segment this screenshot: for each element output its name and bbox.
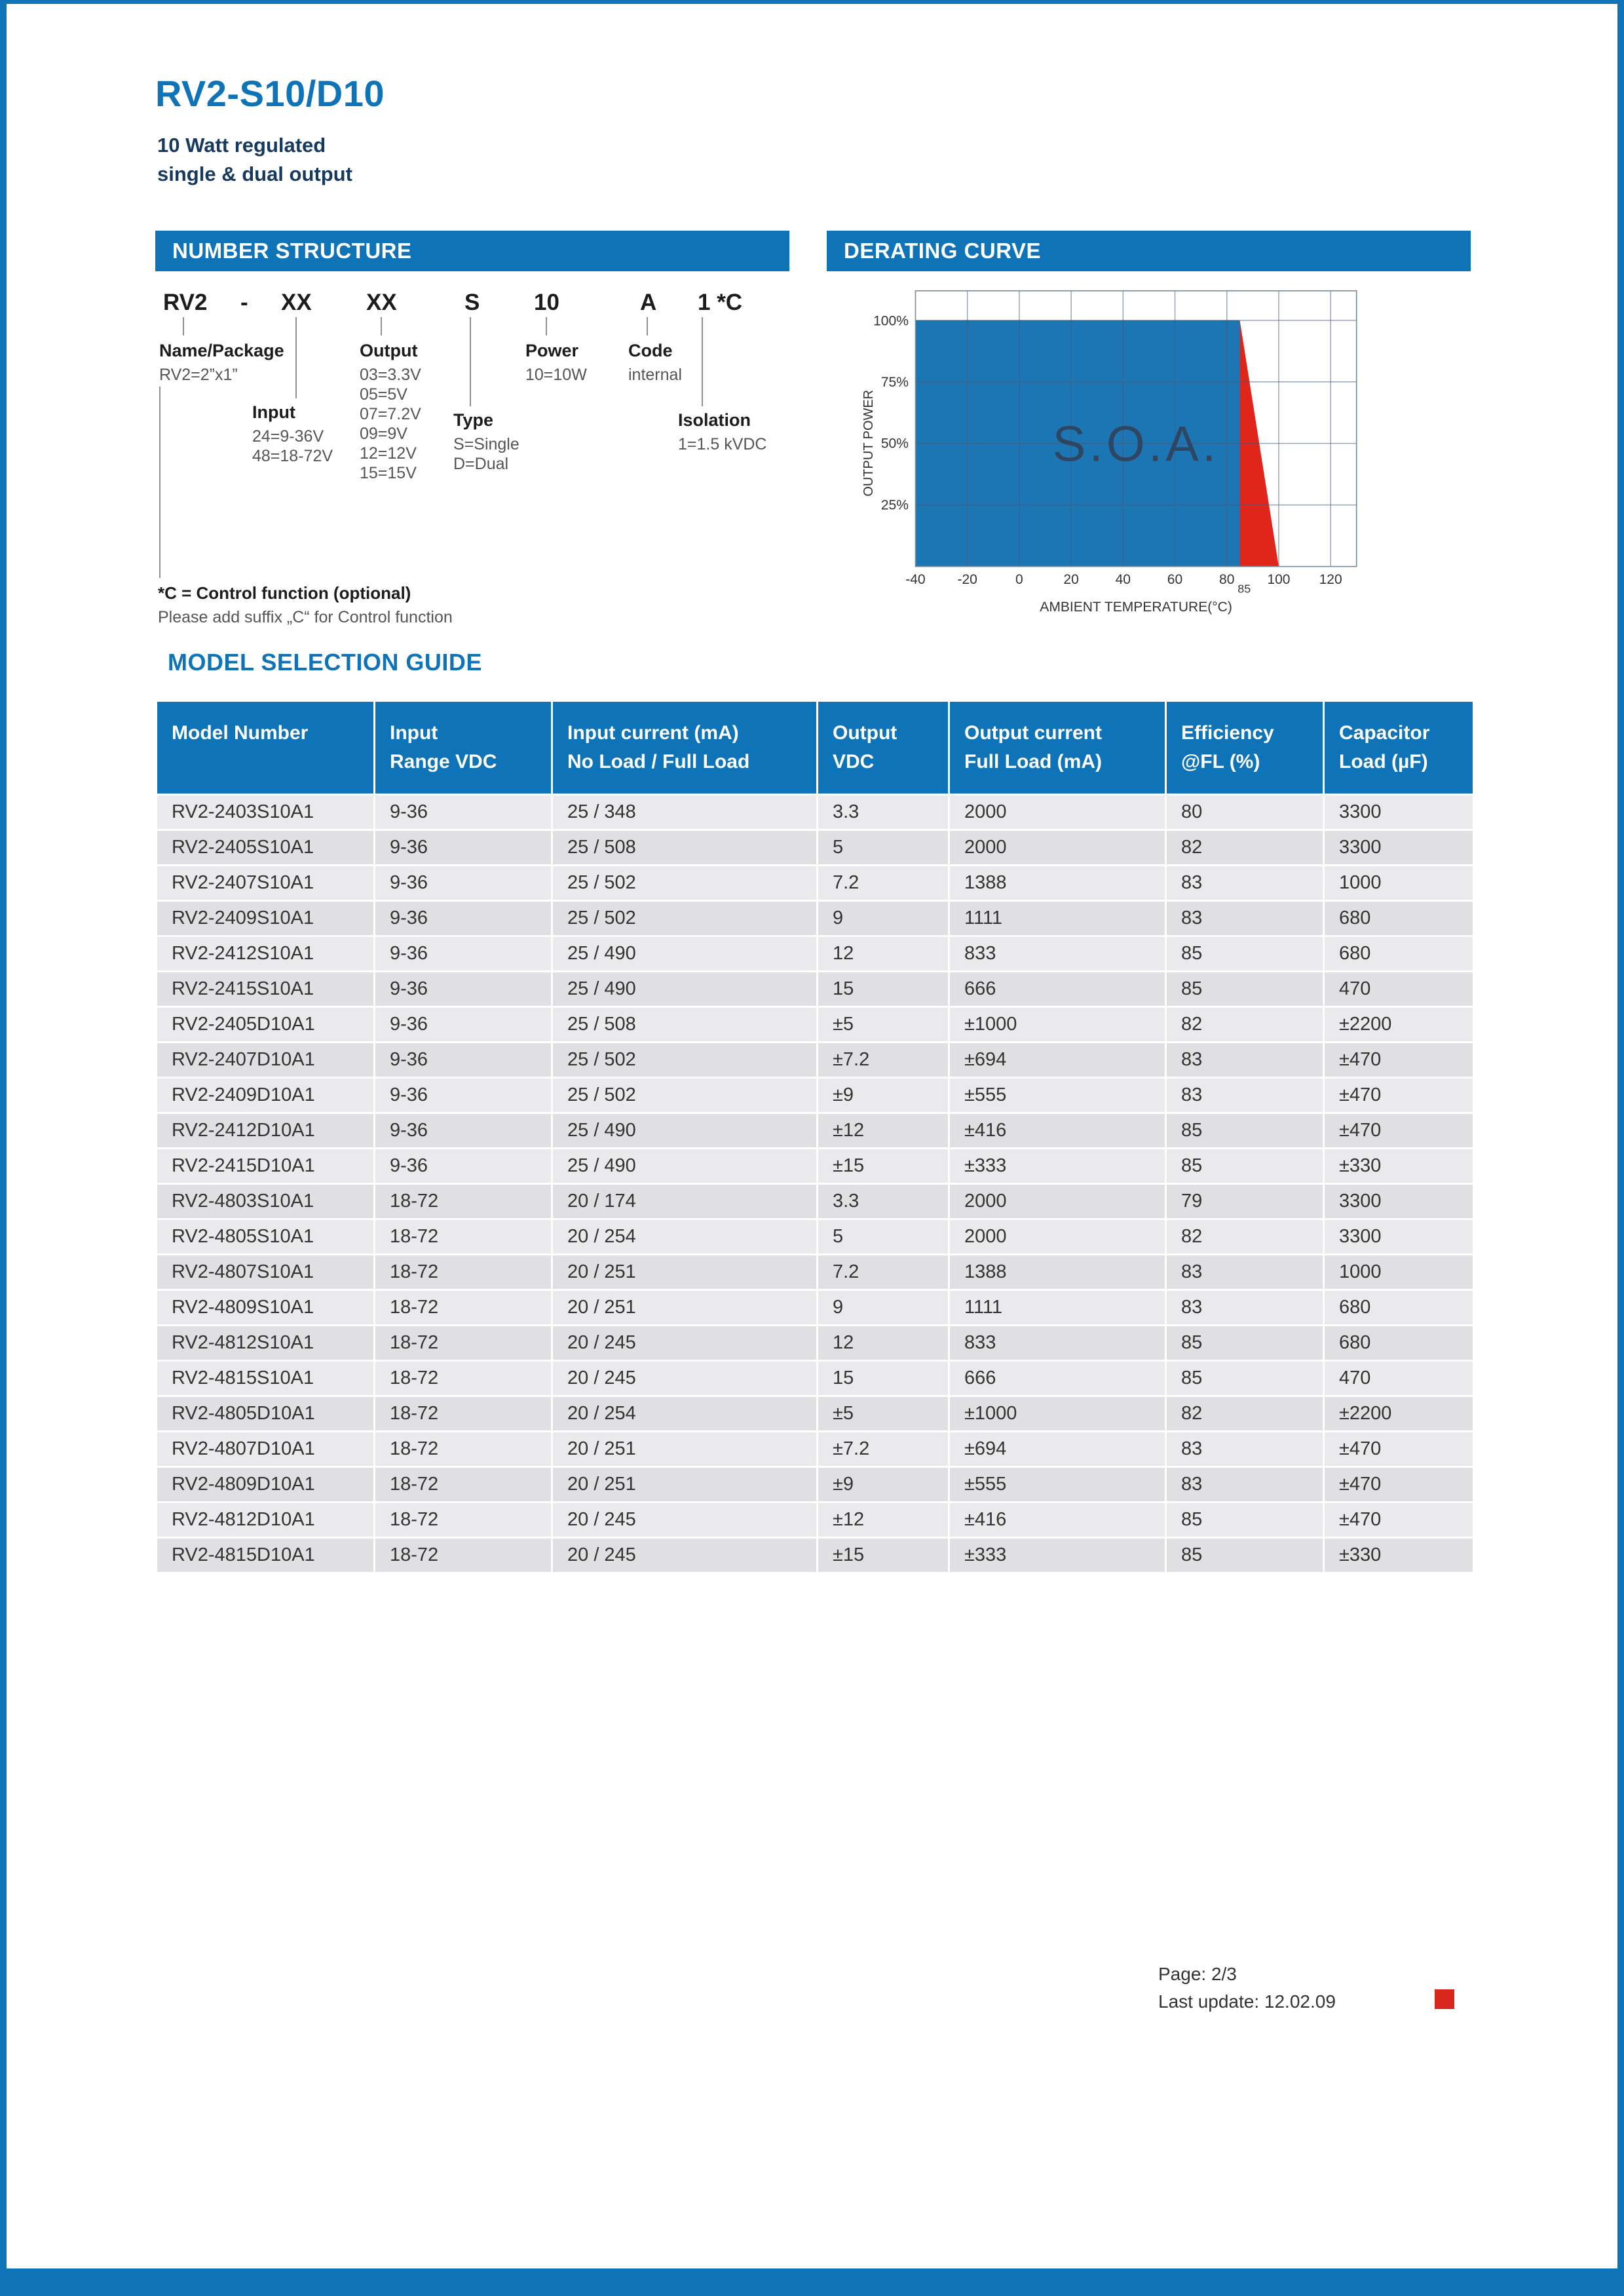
table-cell: 20 / 251 — [553, 1291, 816, 1324]
column-header-line: Range VDC — [390, 751, 497, 773]
table-row — [157, 831, 1473, 864]
table-cell: RV2-4812S10A1 — [157, 1326, 373, 1360]
table-cell: 2000 — [950, 1185, 1165, 1218]
code-part-dash: - — [240, 290, 248, 315]
table-cell: 470 — [1325, 972, 1473, 1006]
table-cell: RV2-2405S10A1 — [157, 831, 373, 864]
ns-value: 1=1.5 kVDC — [678, 435, 767, 453]
table-cell: RV2-2409D10A1 — [157, 1079, 373, 1112]
table-row — [157, 1185, 1473, 1218]
table-cell: ±7.2 — [818, 1432, 948, 1466]
table-cell: RV2-4815D10A1 — [157, 1539, 373, 1572]
table-cell: 83 — [1167, 1255, 1323, 1289]
number-structure-diagram — [155, 271, 789, 638]
ns-label: Name/Package — [159, 341, 284, 360]
table-cell: 833 — [950, 1326, 1165, 1360]
x-tick-label: 40 — [1115, 571, 1131, 587]
ns-label: Code — [628, 341, 673, 360]
table-cell: RV2-2415S10A1 — [157, 972, 373, 1006]
x-tick-85-label: 85 — [1237, 582, 1251, 596]
table-cell: 18-72 — [375, 1503, 551, 1537]
table-cell: 3300 — [1325, 1185, 1473, 1218]
table-cell: 20 / 254 — [553, 1397, 816, 1430]
table-cell: 82 — [1167, 1008, 1323, 1041]
page-number: Page: 2/3 — [1158, 1964, 1237, 1984]
table-cell: 18-72 — [375, 1397, 551, 1430]
x-tick-label: -20 — [957, 571, 977, 587]
ns-label: Type — [453, 410, 494, 430]
table-cell: 83 — [1167, 1468, 1323, 1501]
subtitle-line-2: single & dual output — [157, 163, 352, 186]
table-cell: 666 — [950, 1362, 1165, 1395]
table-cell: ±694 — [950, 1043, 1165, 1077]
table-cell: 20 / 245 — [553, 1362, 816, 1395]
connector-line — [295, 317, 297, 398]
ns-value: 03=3.3V — [360, 366, 421, 384]
table-cell: ±555 — [950, 1079, 1165, 1112]
ns-name-package-block — [159, 341, 284, 385]
table-cell: 25 / 502 — [553, 1043, 816, 1077]
table-cell: 25 / 502 — [553, 1079, 816, 1112]
ns-output-block — [360, 341, 421, 483]
ns-value: 24=9-36V — [252, 427, 324, 446]
column-header — [553, 702, 816, 794]
x-tick-label: 60 — [1167, 571, 1183, 587]
table-cell: ±9 — [818, 1079, 948, 1112]
table-cell: 82 — [1167, 1397, 1323, 1430]
table-cell: 25 / 348 — [553, 795, 816, 829]
table-cell: RV2-4805S10A1 — [157, 1220, 373, 1253]
code-part-input: XX — [281, 290, 312, 315]
table-cell: 3300 — [1325, 831, 1473, 864]
column-header — [375, 702, 551, 794]
page-frame-bottom — [0, 2268, 1624, 2296]
table-cell: ±15 — [818, 1539, 948, 1572]
ns-value: 48=18-72V — [252, 447, 333, 465]
table-cell: 85 — [1167, 1539, 1323, 1572]
code-part-output: XX — [366, 290, 397, 315]
table-cell: 9-36 — [375, 831, 551, 864]
code-part-code: A — [640, 290, 657, 315]
table-cell: 20 / 245 — [553, 1539, 816, 1572]
table-cell: 3300 — [1325, 795, 1473, 829]
ns-value: RV2=2”x1” — [159, 366, 238, 384]
column-header-line: Input — [390, 722, 438, 744]
page-title: RV2-S10/D10 — [155, 73, 385, 114]
table-cell: ±1000 — [950, 1008, 1165, 1041]
table-cell: 82 — [1167, 831, 1323, 864]
table-cell: 25 / 490 — [553, 1149, 816, 1183]
table-cell: ±333 — [950, 1539, 1165, 1572]
table-row — [157, 1149, 1473, 1183]
table-cell: 18-72 — [375, 1291, 551, 1324]
table-cell: ±5 — [818, 1397, 948, 1430]
table-cell: ±416 — [950, 1114, 1165, 1147]
column-header — [157, 702, 373, 794]
table-cell: 20 / 245 — [553, 1326, 816, 1360]
table-cell: 20 / 174 — [553, 1185, 816, 1218]
table-cell: 9-36 — [375, 937, 551, 970]
table-cell: ±12 — [818, 1503, 948, 1537]
table-cell: 1388 — [950, 1255, 1165, 1289]
table-cell: 3.3 — [818, 1185, 948, 1218]
column-header — [1167, 702, 1323, 794]
table-cell: 20 / 251 — [553, 1255, 816, 1289]
ns-value: 07=7.2V — [360, 405, 421, 423]
derating-chart — [846, 280, 1370, 625]
table-cell: ±12 — [818, 1114, 948, 1147]
table-row — [157, 1432, 1473, 1466]
table-cell: 680 — [1325, 1291, 1473, 1324]
connector-line — [183, 317, 184, 335]
code-part-power: 10 — [534, 290, 559, 315]
x-axis-title: AMBIENT TEMPERATURE(°C) — [1040, 599, 1232, 615]
x-axis-ticks — [905, 572, 1342, 596]
table-cell: ±2200 — [1325, 1397, 1473, 1430]
ns-power-block — [525, 341, 587, 385]
column-header-line: VDC — [833, 751, 875, 773]
x-tick-label: 0 — [1015, 571, 1023, 587]
table-cell: 1000 — [1325, 866, 1473, 900]
page-frame-right — [1617, 0, 1624, 2296]
table-cell: 470 — [1325, 1362, 1473, 1395]
table-cell: ±470 — [1325, 1432, 1473, 1466]
table-cell: RV2-4807S10A1 — [157, 1255, 373, 1289]
table-row — [157, 1539, 1473, 1572]
x-tick-label: 20 — [1063, 571, 1079, 587]
table-cell: 9-36 — [375, 1043, 551, 1077]
table-cell: RV2-4805D10A1 — [157, 1397, 373, 1430]
ns-value: 09=9V — [360, 425, 407, 443]
y-tick-label: 75% — [880, 375, 909, 391]
table-cell: ±470 — [1325, 1079, 1473, 1112]
table-cell: ±333 — [950, 1149, 1165, 1183]
ns-value: 15=15V — [360, 464, 417, 482]
y-tick-label: 100% — [873, 313, 909, 329]
table-cell: 680 — [1325, 1326, 1473, 1360]
table-cell: ±330 — [1325, 1539, 1473, 1572]
x-tick-label: 120 — [1319, 571, 1342, 587]
table-cell: 9-36 — [375, 1114, 551, 1147]
table-cell: 7.2 — [818, 866, 948, 900]
table-cell: 9-36 — [375, 795, 551, 829]
table-cell: 25 / 502 — [553, 866, 816, 900]
table-row — [157, 1255, 1473, 1289]
table-cell: 25 / 508 — [553, 831, 816, 864]
ns-code-block — [628, 341, 682, 385]
table-cell: 18-72 — [375, 1539, 551, 1572]
ns-label: Power — [525, 341, 579, 360]
ns-value: 10=10W — [525, 366, 587, 384]
table-cell: 20 / 251 — [553, 1432, 816, 1466]
table-cell: 666 — [950, 972, 1165, 1006]
subtitle-line-1: 10 Watt regulated — [157, 134, 326, 157]
table-cell: 9-36 — [375, 1149, 551, 1183]
table-cell: RV2-2409S10A1 — [157, 902, 373, 935]
ns-value: D=Dual — [453, 455, 509, 473]
table-cell: 9-36 — [375, 866, 551, 900]
ns-label: Input — [252, 402, 295, 422]
table-cell: 9 — [818, 1291, 948, 1324]
table-cell: RV2-4807D10A1 — [157, 1432, 373, 1466]
table-cell: ±15 — [818, 1149, 948, 1183]
table-cell: 79 — [1167, 1185, 1323, 1218]
table-cell: RV2-4815S10A1 — [157, 1362, 373, 1395]
table-cell: ±2200 — [1325, 1008, 1473, 1041]
table-cell: RV2-4803S10A1 — [157, 1185, 373, 1218]
ns-isolation-block — [678, 410, 767, 454]
table-cell: ±470 — [1325, 1114, 1473, 1147]
y-axis-ticks — [873, 313, 909, 512]
table-cell: 25 / 490 — [553, 1114, 816, 1147]
table-cell: 25 / 490 — [553, 937, 816, 970]
table-row — [157, 1326, 1473, 1360]
table-cell: 83 — [1167, 1043, 1323, 1077]
last-update: Last update: 12.02.09 — [1158, 1991, 1336, 2012]
derating-curve-body — [827, 271, 1471, 628]
model-selection-table — [155, 700, 1475, 1574]
table-cell: 80 — [1167, 795, 1323, 829]
soa-label: S.O.A. — [1052, 416, 1220, 472]
table-cell: 83 — [1167, 902, 1323, 935]
table-cell: 5 — [818, 831, 948, 864]
ns-value: S=Single — [453, 435, 519, 453]
table-cell: 82 — [1167, 1220, 1323, 1253]
model-table-body — [157, 795, 1473, 1572]
connector-line — [159, 387, 161, 578]
table-cell: 1111 — [950, 1291, 1165, 1324]
column-header-line: No Load / Full Load — [567, 751, 750, 773]
table-cell: 9-36 — [375, 972, 551, 1006]
connector-line — [470, 317, 471, 406]
table-cell: 25 / 490 — [553, 972, 816, 1006]
table-cell: 2000 — [950, 1220, 1165, 1253]
table-cell: 833 — [950, 937, 1165, 970]
column-header — [950, 702, 1165, 794]
y-axis-title: OUTPUT POWER — [861, 389, 877, 497]
page-subtitle — [157, 131, 352, 189]
connector-line — [546, 317, 547, 335]
table-row — [157, 1008, 1473, 1041]
table-cell: 25 / 502 — [553, 902, 816, 935]
column-header-line: Capacitor — [1339, 722, 1430, 744]
table-row — [157, 1079, 1473, 1112]
control-function-note: Please add suffix „C“ for Control function — [158, 608, 453, 626]
header-row — [157, 702, 1473, 794]
brand-red-square — [1435, 1989, 1454, 2009]
derating-curve-header: DERATING CURVE — [827, 231, 1471, 271]
table-cell: RV2-4809S10A1 — [157, 1291, 373, 1324]
table-cell: 85 — [1167, 1114, 1323, 1147]
column-header-line: Model Number — [172, 722, 309, 744]
table-cell: 15 — [818, 1362, 948, 1395]
ns-label: Output — [360, 341, 418, 360]
table-row — [157, 937, 1473, 970]
table-cell: 12 — [818, 1326, 948, 1360]
column-header-line: Output current — [964, 722, 1102, 744]
control-function-note-bold: *C = Control function (optional) — [158, 583, 411, 603]
table-cell: ±1000 — [950, 1397, 1165, 1430]
table-cell: 1000 — [1325, 1255, 1473, 1289]
model-guide-heading: MODEL SELECTION GUIDE — [168, 649, 482, 676]
table-cell: 25 / 508 — [553, 1008, 816, 1041]
column-header-line: Output — [833, 722, 897, 744]
table-cell: 18-72 — [375, 1255, 551, 1289]
table-cell: 5 — [818, 1220, 948, 1253]
table-cell: 3.3 — [818, 795, 948, 829]
ns-type-block — [453, 410, 519, 474]
table-cell: RV2-4812D10A1 — [157, 1503, 373, 1537]
table-cell: ±694 — [950, 1432, 1165, 1466]
table-cell: RV2-2415D10A1 — [157, 1149, 373, 1183]
table-cell: 18-72 — [375, 1362, 551, 1395]
table-cell: 20 / 245 — [553, 1503, 816, 1537]
table-cell: RV2-2412S10A1 — [157, 937, 373, 970]
code-part-name: RV2 — [163, 290, 208, 315]
table-cell: RV2-2412D10A1 — [157, 1114, 373, 1147]
table-cell: 83 — [1167, 1079, 1323, 1112]
table-cell: 9-36 — [375, 902, 551, 935]
table-cell: 9-36 — [375, 1079, 551, 1112]
number-structure-section — [155, 231, 789, 638]
table-cell: 83 — [1167, 866, 1323, 900]
table-cell: ±330 — [1325, 1149, 1473, 1183]
table-cell: ±555 — [950, 1468, 1165, 1501]
column-header-line: Full Load (mA) — [964, 751, 1102, 773]
code-part-isolation: 1 *C — [698, 290, 743, 315]
table-cell: ±7.2 — [818, 1043, 948, 1077]
column-header-line: Input current (mA) — [567, 722, 739, 744]
table-row — [157, 1043, 1473, 1077]
table-cell: ±5 — [818, 1008, 948, 1041]
table-cell: 18-72 — [375, 1326, 551, 1360]
table-row — [157, 1397, 1473, 1430]
x-tick-label: 80 — [1219, 571, 1235, 587]
table-cell: 2000 — [950, 831, 1165, 864]
table-cell: ±470 — [1325, 1043, 1473, 1077]
table-cell: 18-72 — [375, 1185, 551, 1218]
ns-value: 12=12V — [360, 444, 417, 463]
connector-line — [647, 317, 648, 335]
table-cell: 83 — [1167, 1291, 1323, 1324]
page-footer — [1158, 1961, 1336, 2016]
table-cell: RV2-4809D10A1 — [157, 1468, 373, 1501]
y-tick-label: 25% — [880, 497, 909, 513]
table-cell: 85 — [1167, 937, 1323, 970]
table-cell: 18-72 — [375, 1432, 551, 1466]
table-row — [157, 1220, 1473, 1253]
connector-line — [381, 317, 382, 335]
page-frame-top — [0, 0, 1624, 4]
table-row — [157, 866, 1473, 900]
table-cell: 680 — [1325, 902, 1473, 935]
table-cell: RV2-2407D10A1 — [157, 1043, 373, 1077]
table-cell: ±416 — [950, 1503, 1165, 1537]
table-cell: 3300 — [1325, 1220, 1473, 1253]
table-row — [157, 795, 1473, 829]
derating-curve-section — [827, 231, 1471, 628]
table-cell: 2000 — [950, 795, 1165, 829]
table-row — [157, 972, 1473, 1006]
column-header-line: Load (µF) — [1339, 751, 1428, 773]
x-tick-label: 100 — [1267, 571, 1291, 587]
table-cell: 680 — [1325, 937, 1473, 970]
number-structure-header: NUMBER STRUCTURE — [155, 231, 789, 271]
table-row — [157, 1468, 1473, 1501]
table-cell: 1111 — [950, 902, 1165, 935]
table-cell: 9 — [818, 902, 948, 935]
table-cell: 1388 — [950, 866, 1165, 900]
column-header — [818, 702, 948, 794]
table-cell: ±9 — [818, 1468, 948, 1501]
table-cell: ±470 — [1325, 1503, 1473, 1537]
page-frame-left — [0, 0, 7, 2296]
column-header-line: Efficiency — [1181, 722, 1274, 744]
table-row — [157, 902, 1473, 935]
model-table-head — [157, 702, 1473, 794]
table-cell: 85 — [1167, 972, 1323, 1006]
table-row — [157, 1503, 1473, 1537]
ns-label: Isolation — [678, 410, 751, 430]
table-cell: 85 — [1167, 1326, 1323, 1360]
ns-value: internal — [628, 366, 682, 384]
ns-value: 05=5V — [360, 385, 407, 404]
table-row — [157, 1114, 1473, 1147]
table-cell: 85 — [1167, 1503, 1323, 1537]
table-cell: RV2-2403S10A1 — [157, 795, 373, 829]
table-cell: ±470 — [1325, 1468, 1473, 1501]
connector-line — [702, 317, 703, 406]
table-cell: 83 — [1167, 1432, 1323, 1466]
table-row — [157, 1291, 1473, 1324]
y-tick-label: 50% — [880, 436, 909, 451]
table-cell: 15 — [818, 972, 948, 1006]
x-tick-label: -40 — [905, 571, 926, 587]
column-header-line: @FL (%) — [1181, 751, 1260, 773]
table-cell: 85 — [1167, 1362, 1323, 1395]
table-row — [157, 1362, 1473, 1395]
table-cell: 7.2 — [818, 1255, 948, 1289]
table-cell: 85 — [1167, 1149, 1323, 1183]
table-cell: 20 / 251 — [553, 1468, 816, 1501]
table-cell: RV2-2407S10A1 — [157, 866, 373, 900]
table-cell: 18-72 — [375, 1468, 551, 1501]
table-cell: 20 / 254 — [553, 1220, 816, 1253]
table-cell: 18-72 — [375, 1220, 551, 1253]
code-part-type: S — [464, 290, 480, 315]
table-cell: 9-36 — [375, 1008, 551, 1041]
ns-input-block — [252, 402, 333, 466]
column-header — [1325, 702, 1473, 794]
table-cell: 12 — [818, 937, 948, 970]
table-cell: RV2-2405D10A1 — [157, 1008, 373, 1041]
